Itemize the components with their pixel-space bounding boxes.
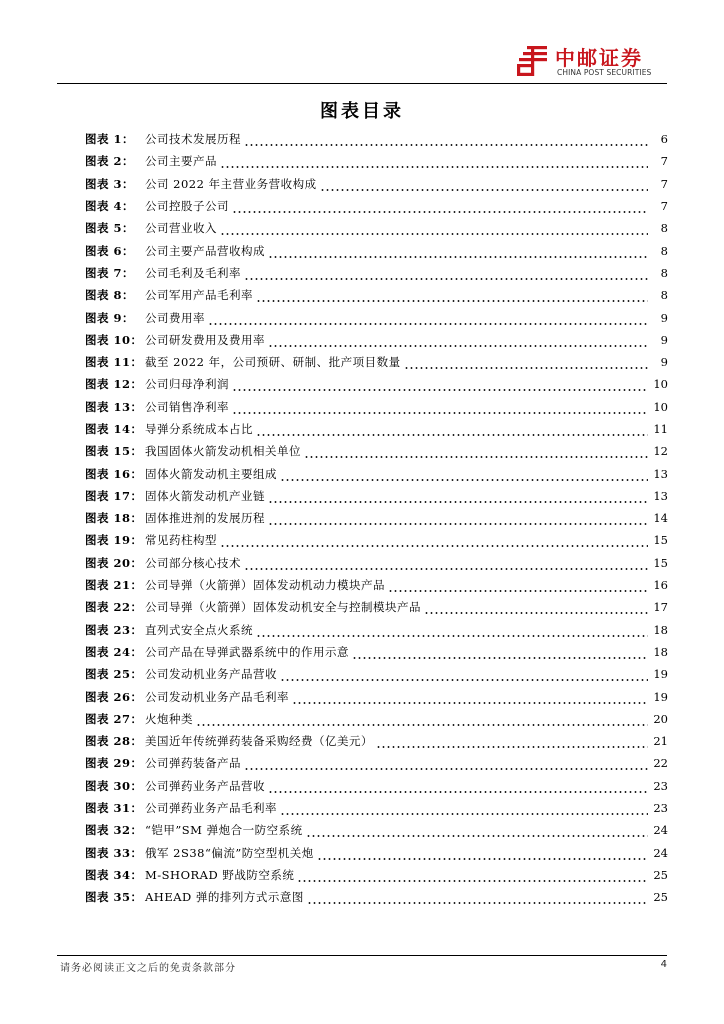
toc-dot-leader xyxy=(317,849,648,861)
toc-entry-page: 23 xyxy=(653,778,668,793)
toc-dot-leader xyxy=(220,224,648,236)
toc-entry[interactable] xyxy=(85,217,668,239)
toc-dot-leader xyxy=(376,737,648,749)
toc-dot-leader xyxy=(304,447,648,459)
toc-entry-page: 8 xyxy=(660,288,668,303)
toc-entry[interactable] xyxy=(85,485,668,507)
toc-dot-leader xyxy=(256,291,648,303)
toc-dot-leader xyxy=(268,514,648,526)
toc-dot-leader xyxy=(256,425,648,437)
toc-dot-leader xyxy=(424,603,648,615)
toc-entry-page: 9 xyxy=(660,310,668,325)
toc-entry-label: 图表 17： xyxy=(85,488,143,503)
toc-dot-leader xyxy=(352,648,648,660)
toc-entry-title: 常见药柱构型 xyxy=(145,533,217,548)
toc-dot-leader xyxy=(268,336,648,348)
toc-dot-leader xyxy=(306,826,648,838)
toc-entry-label: 图表 4： xyxy=(85,199,135,214)
toc-entry-label: 图表 11： xyxy=(85,355,143,370)
toc-entry-title: 公司 2022 年主营业务营收构成 xyxy=(145,176,317,191)
toc-entry-page: 6 xyxy=(660,132,668,147)
toc-dot-leader xyxy=(280,470,648,482)
toc-entry[interactable] xyxy=(85,775,668,797)
toc-entry[interactable] xyxy=(85,284,668,306)
toc-dot-leader xyxy=(232,202,648,214)
toc-entry-label: 图表 34： xyxy=(85,867,143,882)
toc-entry-page: 21 xyxy=(653,734,668,749)
toc-entry-label: 图表 21： xyxy=(85,578,143,593)
toc-entry-label: 图表 9： xyxy=(85,310,135,325)
toc-entry[interactable] xyxy=(85,507,668,529)
toc-entry[interactable] xyxy=(85,529,668,551)
toc-dot-leader xyxy=(404,358,648,370)
toc-entry-title: 火炮种类 xyxy=(145,711,193,726)
page-number: 4 xyxy=(660,959,667,970)
toc-entry-label: 图表 12： xyxy=(85,377,143,392)
toc-entry[interactable] xyxy=(85,373,668,395)
toc-entry-label: 图表 5： xyxy=(85,221,135,236)
toc-entry-title: 公司费用率 xyxy=(145,310,205,325)
toc-entry-page: 7 xyxy=(660,199,668,214)
toc-dot-leader xyxy=(280,804,648,816)
toc-entry-label: 图表 23： xyxy=(85,622,143,637)
toc-dot-leader xyxy=(244,759,648,771)
toc-entry-title: 公司销售净利率 xyxy=(145,399,229,414)
toc-entry[interactable] xyxy=(85,596,668,618)
toc-entry-page: 25 xyxy=(653,867,668,882)
toc-entry-page: 17 xyxy=(653,600,668,615)
toc-dot-leader xyxy=(292,693,648,705)
toc-list xyxy=(85,128,668,908)
toc-entry[interactable] xyxy=(85,574,668,596)
toc-entry-title: M-SHORAD 野战防空系统 xyxy=(145,867,295,882)
header-divider xyxy=(57,83,667,84)
toc-entry[interactable] xyxy=(85,306,668,328)
toc-entry[interactable] xyxy=(85,730,668,752)
toc-dot-leader xyxy=(268,492,648,504)
toc-entry-page: 14 xyxy=(653,511,668,526)
toc-entry-label: 图表 33： xyxy=(85,845,143,860)
toc-entry-label: 图表 15： xyxy=(85,444,143,459)
toc-entry[interactable] xyxy=(85,886,668,908)
toc-entry-title: 公司弹药装备产品 xyxy=(145,756,241,771)
toc-dot-leader xyxy=(280,670,648,682)
toc-entry-page: 24 xyxy=(653,823,668,838)
toc-dot-leader xyxy=(232,403,648,415)
toc-entry-title: 截至 2022 年，公司预研、研制、批产项目数量 xyxy=(145,355,401,370)
toc-entry-label: 图表 28： xyxy=(85,734,143,749)
toc-entry-page: 8 xyxy=(660,265,668,280)
toc-entry-title: AHEAD 弹的排列方式示意图 xyxy=(145,890,304,905)
toc-entry[interactable] xyxy=(85,329,668,351)
toc-entry-title: 公司技术发展历程 xyxy=(145,132,241,147)
toc-entry-title: 公司毛利及毛利率 xyxy=(145,265,241,280)
toc-entry-label: 图表 32： xyxy=(85,823,143,838)
toc-entry-title: 公司营业收入 xyxy=(145,221,217,236)
toc-entry[interactable] xyxy=(85,619,668,641)
toc-dot-leader xyxy=(388,581,648,593)
toc-dot-leader xyxy=(208,314,648,326)
toc-entry-page: 12 xyxy=(653,444,668,459)
toc-entry-label: 图表 3： xyxy=(85,176,135,191)
toc-entry-page: 11 xyxy=(653,422,668,436)
toc-entry-page: 8 xyxy=(660,221,668,236)
toc-entry-label: 图表 7： xyxy=(85,265,135,280)
toc-entry[interactable] xyxy=(85,418,668,440)
toc-entry-page: 7 xyxy=(660,154,668,169)
toc-entry-page: 18 xyxy=(653,644,668,659)
toc-entry-page: 9 xyxy=(660,332,668,347)
toc-entry[interactable] xyxy=(85,641,668,663)
toc-entry-title: 固体火箭发动机主要组成 xyxy=(145,466,277,481)
toc-entry[interactable] xyxy=(85,462,668,484)
toc-dot-leader xyxy=(232,380,648,392)
toc-entry-label: 图表 27： xyxy=(85,711,143,726)
footer-divider xyxy=(57,955,667,956)
toc-entry-page: 19 xyxy=(653,667,668,682)
toc-dot-leader xyxy=(244,269,648,281)
toc-entry-title: 固体推进剂的发展历程 xyxy=(145,511,265,526)
toc-entry-title: 公司导弹（火箭弹）固体发动机动力模块产品 xyxy=(145,578,385,593)
toc-entry-title: 公司军用产品毛利率 xyxy=(145,288,253,303)
toc-entry[interactable] xyxy=(85,864,668,886)
toc-entry[interactable] xyxy=(85,195,668,217)
toc-entry-title: 公司部分核心技术 xyxy=(145,555,241,570)
toc-entry-title: 公司导弹（火箭弹）固体发动机安全与控制模块产品 xyxy=(145,600,421,615)
toc-entry-label: 图表 1： xyxy=(85,132,135,147)
toc-entry-title: 导弹分系统成本占比 xyxy=(145,422,253,436)
toc-entry-label: 图表 10： xyxy=(85,332,143,347)
toc-entry-page: 10 xyxy=(653,399,668,414)
toc-dot-leader xyxy=(244,559,648,571)
toc-entry[interactable] xyxy=(85,552,668,574)
toc-entry[interactable] xyxy=(85,150,668,172)
toc-entry-label: 图表 35： xyxy=(85,890,143,905)
toc-entry-page: 25 xyxy=(653,890,668,905)
toc-entry-label: 图表 2： xyxy=(85,154,135,169)
toc-entry[interactable] xyxy=(85,262,668,284)
toc-entry-label: 图表 29： xyxy=(85,756,143,771)
toc-entry-label: 图表 22： xyxy=(85,600,143,615)
toc-entry-label: 图表 14： xyxy=(85,422,143,436)
toc-entry[interactable] xyxy=(85,842,668,864)
page-header xyxy=(0,0,724,88)
brand-name-cn: 中邮证券 xyxy=(555,46,643,70)
toc-dot-leader xyxy=(244,135,648,147)
toc-entry-page: 13 xyxy=(653,488,668,503)
toc-entry-page: 24 xyxy=(653,845,668,860)
toc-entry[interactable] xyxy=(85,819,668,841)
toc-entry-label: 图表 19： xyxy=(85,533,143,548)
toc-entry-title: 公司发动机业务产品营收 xyxy=(145,667,277,682)
toc-entry[interactable] xyxy=(85,797,668,819)
toc-dot-leader xyxy=(307,893,648,905)
toc-entry-title: 公司研发费用及费用率 xyxy=(145,332,265,347)
toc-entry[interactable] xyxy=(85,685,668,707)
toc-entry-page: 10 xyxy=(653,377,668,392)
toc-entry[interactable] xyxy=(85,440,668,462)
toc-dot-leader xyxy=(320,180,648,192)
toc-entry-label: 图表 26： xyxy=(85,689,143,704)
toc-entry-title: 俄军 2S38“偏流”防空型机关炮 xyxy=(145,845,314,860)
toc-entry-page: 19 xyxy=(653,689,668,704)
toc-dot-leader xyxy=(220,157,648,169)
toc-entry-page: 23 xyxy=(653,801,668,816)
toc-dot-leader xyxy=(256,626,648,638)
toc-entry-title: 公司弹药业务产品毛利率 xyxy=(145,801,277,816)
toc-dot-leader xyxy=(196,715,648,727)
toc-entry-label: 图表 25： xyxy=(85,667,143,682)
toc-entry-page: 22 xyxy=(653,756,668,771)
toc-entry-label: 图表 6： xyxy=(85,243,135,258)
toc-entry-title: 我国固体火箭发动机相关单位 xyxy=(145,444,301,459)
toc-entry-label: 图表 8： xyxy=(85,288,135,303)
toc-entry[interactable] xyxy=(85,239,668,261)
toc-entry-title: 直列式安全点火系统 xyxy=(145,622,253,637)
toc-entry[interactable] xyxy=(85,351,668,373)
toc-entry-page: 20 xyxy=(653,711,668,726)
toc-entry-label: 图表 18： xyxy=(85,511,143,526)
brand-name-en: CHINA POST SECURITIES xyxy=(557,68,652,77)
toc-entry-label: 图表 16： xyxy=(85,466,143,481)
toc-entry-title: 公司发动机业务产品毛利率 xyxy=(145,689,289,704)
toc-entry-label: 图表 31： xyxy=(85,801,143,816)
toc-dot-leader xyxy=(220,536,648,548)
toc-entry-title: 公司主要产品营收构成 xyxy=(145,243,265,258)
toc-entry-title: 美国近年传统弹药装备采购经费（亿美元） xyxy=(145,734,373,749)
toc-dot-leader xyxy=(297,871,648,883)
toc-entry-title: “铠甲”SM 弹炮合一防空系统 xyxy=(145,823,303,838)
toc-entry-title: 公司产品在导弹武器系统中的作用示意 xyxy=(145,644,349,659)
toc-heading: 图表目录 xyxy=(320,101,404,122)
footer-disclaimer: 请务必阅读正文之后的免责条款部分 xyxy=(60,963,236,974)
toc-entry-page: 16 xyxy=(653,578,668,593)
toc-entry[interactable] xyxy=(85,173,668,195)
toc-entry[interactable] xyxy=(85,663,668,685)
toc-entry-label: 图表 30： xyxy=(85,778,143,793)
toc-entry-label: 图表 13： xyxy=(85,399,143,414)
toc-entry-page: 15 xyxy=(653,533,668,548)
toc-entry[interactable] xyxy=(85,708,668,730)
toc-entry-title: 公司控股子公司 xyxy=(145,199,229,214)
toc-entry-page: 15 xyxy=(653,555,668,570)
toc-entry[interactable] xyxy=(85,128,668,150)
toc-entry-page: 13 xyxy=(653,466,668,481)
china-post-logo-icon xyxy=(515,44,549,78)
toc-entry-page: 7 xyxy=(660,176,668,191)
toc-entry-title: 公司主要产品 xyxy=(145,154,217,169)
toc-entry-title: 公司归母净利润 xyxy=(145,377,229,392)
toc-dot-leader xyxy=(268,782,648,794)
toc-entry[interactable] xyxy=(85,752,668,774)
toc-entry[interactable] xyxy=(85,396,668,418)
toc-dot-leader xyxy=(268,247,648,259)
toc-entry-label: 图表 20： xyxy=(85,555,143,570)
toc-entry-page: 8 xyxy=(660,243,668,258)
toc-entry-title: 固体火箭发动机产业链 xyxy=(145,488,265,503)
toc-entry-page: 18 xyxy=(653,622,668,637)
toc-entry-title: 公司弹药业务产品营收 xyxy=(145,778,265,793)
toc-entry-label: 图表 24： xyxy=(85,644,143,659)
toc-entry-page: 9 xyxy=(660,355,668,370)
